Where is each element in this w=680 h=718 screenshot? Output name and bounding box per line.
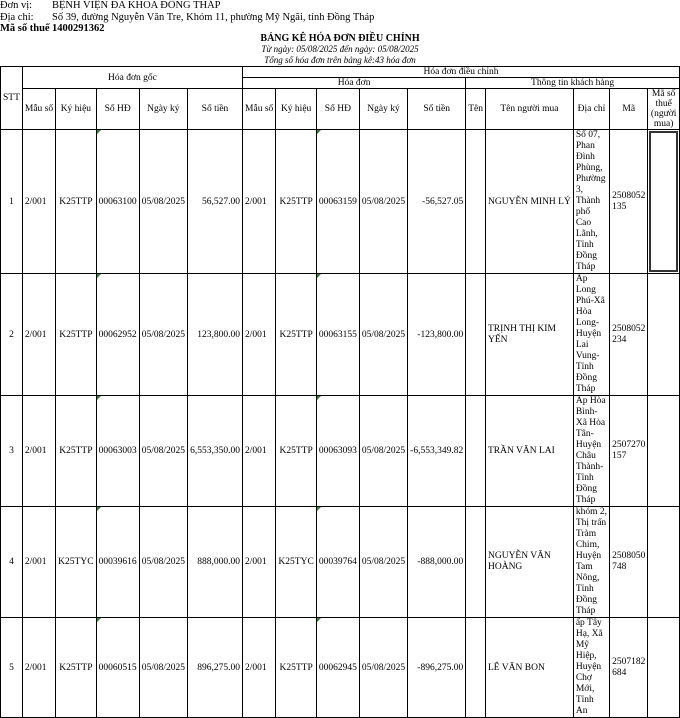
col-dia-chi: Địa chỉ [573,89,609,130]
cell-o-tien: 123,800.00 [187,274,242,396]
cell-o-ky-hieu: K25TYC [56,507,96,618]
cell-ma: 2508050 748 [610,507,648,618]
cell-ma: 2507182 684 [610,618,648,718]
col-invoice-group: Hóa đơn [242,78,465,89]
cell-a-so-hd: 00063093 [316,396,359,507]
cell-a-so-hd: 00063155 [316,274,359,396]
cell-a-so-hd: 00039764 [316,507,359,618]
col-ma: Mã [610,89,648,130]
cell-o-so-hd: 00062952 [96,274,139,396]
col-a-so-tien: Số tiền [408,89,466,130]
cell-ten [466,618,486,718]
cell-stt: 4 [1,507,23,618]
col-o-mau-so: Mẫu số [22,89,55,130]
report-total: Tổng số hóa đơn trên bảng kê:43 hóa đơn [264,55,416,65]
cell-buyer: LÊ VĂN BON [485,618,573,718]
address-value: Số 39, đường Nguyễn Văn Tre, Khóm 11, phường Mỹ Ngãi, tỉnh Đồng Tháp [52,12,375,23]
cell-a-mau: 2/001 [242,274,275,396]
cell-o-so-hd: 00039616 [96,507,139,618]
cell-ma-so-thue[interactable] [648,274,680,396]
table-row[interactable] [1,130,680,274]
cell-a-ngay: 05/08/2025 [359,396,407,507]
unit-label: Đơn vị: [0,0,33,11]
cell-o-ky-hieu: K25TTP [56,274,96,396]
cell-o-tien: 896,275.00 [187,618,242,718]
cell-a-tien: -56,527.05 [408,130,466,274]
cell-a-mau: 2/001 [242,396,275,507]
cell-o-tien: 56,527.00 [187,130,242,274]
col-a-so-hd: Số HĐ [316,89,359,130]
col-o-ngay-ky: Ngày ký [139,89,187,130]
cell-address: ấp Tây Hạ, Xã Mỹ Hiệp, Huyện Chợ Mới, Tỉnh An [573,618,609,718]
cell-o-ngay: 05/08/2025 [139,396,187,507]
cell-a-ngay: 05/08/2025 [359,618,407,718]
tax-value: 1400291362 [52,23,105,34]
invoice-table [0,66,680,718]
cell-a-ky-hieu: K25TTP [276,130,317,274]
cell-ma: 2507270 157 [610,396,648,507]
cell-a-ngay: 05/08/2025 [359,274,407,396]
cell-o-mau: 2/001 [22,274,55,396]
cell-ten [466,130,486,274]
selected-cell-border [649,131,678,272]
col-original-group: Hóa đơn gốc [22,67,242,89]
cell-o-ky-hieu: K25TTP [56,396,96,507]
cell-a-mau: 2/001 [242,507,275,618]
cell-a-ky-hieu: K25TYC [276,507,317,618]
cell-ma-so-thue[interactable] [648,130,680,274]
report-title: BẢNG KÊ HÓA ĐƠN ĐIỀU CHỈNH [260,33,420,44]
cell-o-tien: 888,000.00 [187,507,242,618]
cell-stt: 5 [1,618,23,718]
cell-ten [466,396,486,507]
cell-o-ngay: 05/08/2025 [139,618,187,718]
cell-o-ngay: 05/08/2025 [139,130,187,274]
report-date-range: Từ ngày: 05/08/2025 đến ngày: 05/08/2025 [261,44,419,54]
cell-ma-so-thue[interactable] [648,396,680,507]
cell-o-mau: 2/001 [22,130,55,274]
cell-address: Ấp Hòa Bình-Xã Hòa Tân-Huyện Châu Thành-Tỉnh Đồng Tháp [573,396,609,507]
cell-a-ky-hieu: K25TTP [276,274,317,396]
col-stt: STT [1,67,23,130]
col-ten: Tên [466,89,486,130]
col-customer-group: Thông tin khách hàng [466,78,680,89]
table-row[interactable] [1,396,680,507]
cell-o-mau: 2/001 [22,396,55,507]
cell-ma-so-thue[interactable] [648,618,680,718]
cell-a-mau: 2/001 [242,618,275,718]
address-label: Địa chỉ: [0,12,34,23]
tax-label: Mã số thuế [0,23,50,34]
cell-o-mau: 2/001 [22,507,55,618]
cell-a-ky-hieu: K25TTP [276,618,317,718]
col-ma-so-thue: Mã số thuế (người mua) [648,89,680,130]
cell-a-so-hd: 00063159 [316,130,359,274]
cell-a-tien: -896,275.00 [408,618,466,718]
cell-stt: 1 [1,130,23,274]
table-row[interactable] [1,618,680,718]
col-o-so-hd: Số HĐ [96,89,139,130]
unit-value: BỆNH VIỆN ĐA KHOA ĐỒNG THÁP [52,0,221,11]
cell-address: Ấp Long Phú-Xã Hòa Long-Huyện Lai Vung-Tỉnh Đồng Tháp [573,274,609,396]
cell-stt: 3 [1,396,23,507]
cell-a-so-hd: 00062945 [316,618,359,718]
col-o-ky-hieu: Ký hiệu [56,89,96,130]
cell-o-ngay: 05/08/2025 [139,274,187,396]
col-a-ngay-ky: Ngày ký [359,89,407,130]
cell-a-tien: -123,800.00 [408,274,466,396]
cell-a-ngay: 05/08/2025 [359,130,407,274]
cell-o-tien: 6,553,350.00 [187,396,242,507]
cell-ten [466,274,486,396]
cell-buyer: TRẦN VĂN LAI [485,396,573,507]
cell-a-tien: -888,000.00 [408,507,466,618]
cell-buyer: NGUYỄN VĂN HOÀNG [485,507,573,618]
cell-o-ky-hieu: K25TTP [56,130,96,274]
table-row[interactable] [1,274,680,396]
cell-a-ky-hieu: K25TTP [276,396,317,507]
col-a-mau-so: Mẫu số [242,89,275,130]
col-adjust-group: Hóa đơn điều chỉnh [242,67,679,78]
col-ten-nguoi-mua: Tên người mua [485,89,573,130]
unit-line [0,0,221,12]
cell-o-so-hd: 00063100 [96,130,139,274]
cell-ma-so-thue[interactable] [648,507,680,618]
cell-o-mau: 2/001 [22,618,55,718]
cell-buyer: NGUYỄN MINH LÝ [485,130,573,274]
table-row[interactable] [1,507,680,618]
cell-a-mau: 2/001 [242,130,275,274]
cell-buyer: TRỊNH THỊ KIM YẾN [485,274,573,396]
cell-o-ngay: 05/08/2025 [139,507,187,618]
cell-a-ngay: 05/08/2025 [359,507,407,618]
cell-o-ky-hieu: K25TTP [56,618,96,718]
col-o-so-tien: Số tiền [187,89,242,130]
cell-a-tien: -6,553,349.82 [408,396,466,507]
cell-stt: 2 [1,274,23,396]
cell-ma: 2508052 234 [610,274,648,396]
cell-o-so-hd: 00063003 [96,396,139,507]
cell-o-so-hd: 00060515 [96,618,139,718]
cell-ma: 2508052 135 [610,130,648,274]
col-a-ky-hieu: Ký hiệu [276,89,317,130]
cell-address: Số 07, Phan Đình Phùng, Phường 3, Thành phố Cao Lãnh, Tỉnh Đồng Tháp [573,130,609,274]
cell-address: khóm 2, Thị trấn Tràm Chim, Huyện Tam Nông, Tỉnh Đồng Tháp [573,507,609,618]
cell-ten [466,507,486,618]
